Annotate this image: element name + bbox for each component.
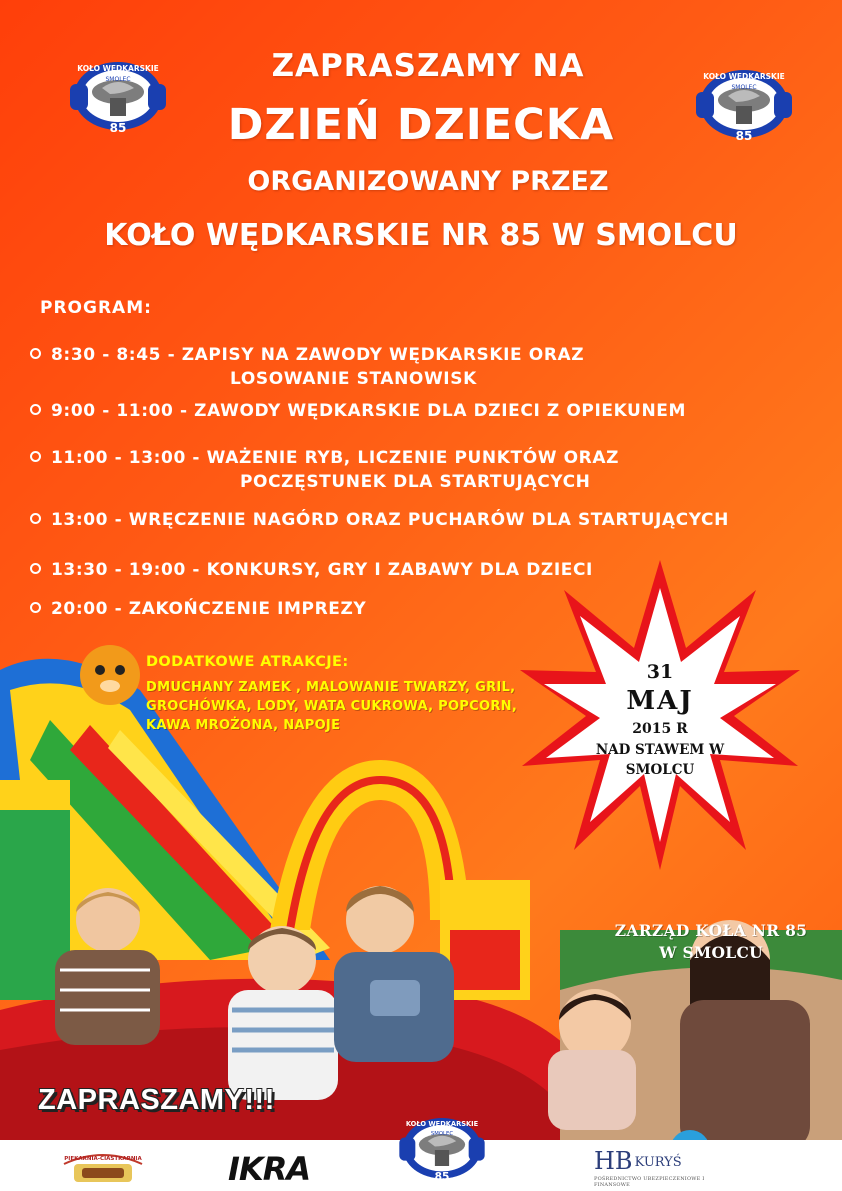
board-line2: W SMOLCU <box>659 943 763 962</box>
board-line1: ZARZĄD KOŁA NR 85 <box>614 921 808 940</box>
date-day: 31 <box>646 661 674 683</box>
bullet-icon <box>30 602 41 613</box>
logo-number: 85 <box>735 129 753 143</box>
organized-by-line: ORGANIZOWANY PRZEZ <box>247 166 609 197</box>
date-month: MAJ <box>626 686 694 716</box>
bullet-icon <box>30 563 41 574</box>
date-place-line2: SMOLCU <box>625 762 695 778</box>
extras-list: DMUCHANY ZAMEK , MALOWANIE TWARZY, GRIL, GROCHÓWKA, LODY, WATA CUKROWA, POPCORN, KAWA MROŻONA, NAPOJE <box>146 680 518 733</box>
program-item-text: 11:00 - 13:00 - WAŻENIE RYB, LICZENIE PUNKTÓW ORAZ <box>51 448 620 468</box>
program-item-text: 9:00 - 11:00 - ZAWODY WĘDKARSKIE DLA DZIECI Z OPIEKUNEM <box>51 401 687 421</box>
logo-arc-text: KOŁO WĘDKARSKIE <box>405 1120 479 1128</box>
hb-logo-name: KURYŚ <box>634 1155 682 1170</box>
logo-sub-text: SMOLEC <box>105 76 131 83</box>
hb-logo-tagline: POŚREDNICTWO UBEZPIECZENIOWE I FINANSOWE <box>594 1176 705 1188</box>
fishing-club-emblem-icon <box>394 1110 490 1190</box>
hb-logo-mark: HB <box>594 1147 633 1175</box>
hb-kurys-logo <box>594 1148 734 1188</box>
event-date <box>540 660 780 780</box>
bullet-icon <box>30 451 41 462</box>
logo-arc-text: KOŁO WĘDKARSKIE <box>703 72 785 81</box>
logo-sub-text: SMOLEC <box>430 1130 454 1137</box>
invite-banner: ZAPRASZAMY!!! <box>38 1084 275 1116</box>
club-logo-footer <box>394 1110 490 1190</box>
program-item <box>30 558 593 582</box>
program-item <box>30 399 686 423</box>
bakery-logo <box>60 1148 146 1186</box>
extra-attractions <box>146 654 566 735</box>
program-item <box>30 446 619 494</box>
date-place-line1: NAD STAWEM W <box>595 742 725 758</box>
program-item-text: 8:30 - 8:45 - ZAPISY NA ZAWODY WĘDKARSKIE ORAZ <box>51 345 585 365</box>
program-item-text: 13:00 - WRĘCZENIE NAGÓRD ORAZ PUCHARÓW DLA STARTUJĄCYCH <box>51 510 729 530</box>
board-signature <box>576 920 842 964</box>
bullet-icon <box>30 404 41 415</box>
program-item-text: 13:30 - 19:00 - KONKURSY, GRY I ZABAWY DLA DZIECI <box>51 560 593 580</box>
program-item-continuation: LOSOWANIE STANOWISK <box>230 369 477 389</box>
logo-arc-text: KOŁO WĘDKARSKIE <box>77 64 159 73</box>
bakery-logo-icon <box>60 1148 146 1186</box>
logo-number: 85 <box>109 121 127 135</box>
program-title: PROGRAM: <box>40 298 152 318</box>
bakery-logo-text: PIEKARNIA-CIASTKARNIA <box>64 1156 142 1162</box>
program-item <box>30 597 366 621</box>
program-item-text: 20:00 - ZAKOŃCZENIE IMPREZY <box>51 599 367 619</box>
ikra-logo: IKRA <box>228 1150 311 1188</box>
organizer-name: KOŁO WĘDKARSKIE NR 85 W SMOLCU <box>104 218 738 253</box>
date-year: 2015 R <box>632 721 688 737</box>
extras-title: DODATKOWE ATRAKCJE: <box>146 654 349 670</box>
header-invite-line: ZAPRASZAMY NA <box>271 48 585 84</box>
logo-sub-text: SMOLEC <box>731 84 757 91</box>
program-item <box>30 508 729 532</box>
bullet-icon <box>30 513 41 524</box>
bullet-icon <box>30 348 41 359</box>
program-item <box>30 343 584 391</box>
event-title: DZIEŃ DZIECKA <box>227 100 615 150</box>
program-item-continuation: POCZĘSTUNEK DLA STARTUJĄCYCH <box>240 472 591 492</box>
logo-number: 85 <box>434 1170 450 1184</box>
